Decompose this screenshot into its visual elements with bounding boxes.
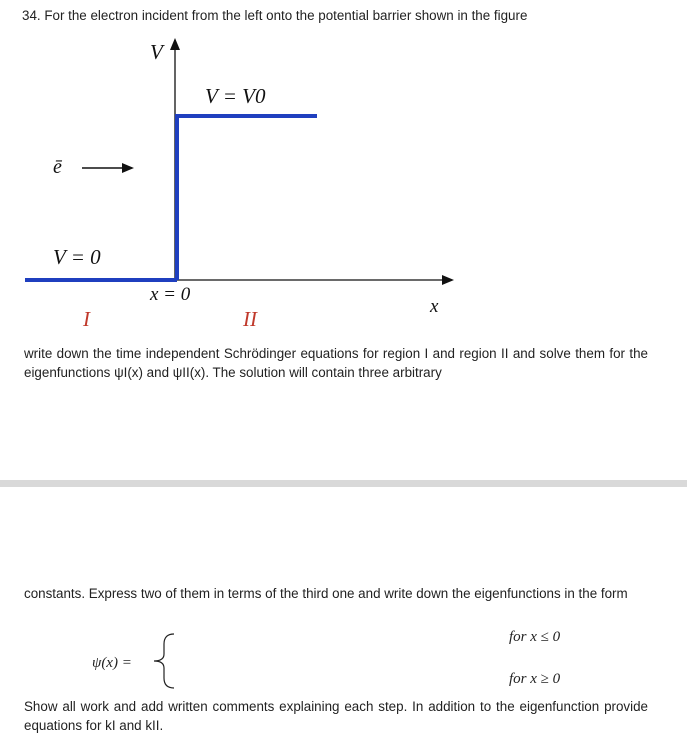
case-two: for x ≥ 0 — [509, 671, 561, 687]
v0-label: V = V0 — [205, 84, 266, 108]
intro-text: 34. For the electron incident from the left onto the potential barrier shown in the figure — [22, 8, 528, 23]
page-divider — [0, 480, 687, 487]
potential-barrier-figure — [0, 30, 687, 350]
paragraph-two: constants. Express two of them in terms of the third one and write down the eigenfunctions in the form — [24, 586, 628, 601]
psi-lhs: ψ(x) = — [92, 655, 132, 671]
case-one: for x ≤ 0 — [509, 629, 561, 645]
region-one-label: I — [83, 307, 90, 331]
v-zero-label: V = 0 — [53, 245, 101, 269]
v-axis-label: V — [150, 40, 163, 64]
left-brace — [144, 632, 184, 690]
region-two-label: II — [243, 307, 257, 331]
electron-label: ē — [53, 156, 62, 178]
paragraph-three: Show all work and add written comments explaining each step. In addition to the eigenfunction provide equations for kI and kII. — [24, 699, 648, 733]
x-zero-label: x = 0 — [150, 284, 191, 305]
x-axis-label: x — [430, 296, 439, 317]
paragraph-one: write down the time independent Schrödinger equations for region I and region II and solve them for the eigenfunctions ψI(x) and ψII(x). The solution will contain three arbitrary — [24, 346, 648, 380]
